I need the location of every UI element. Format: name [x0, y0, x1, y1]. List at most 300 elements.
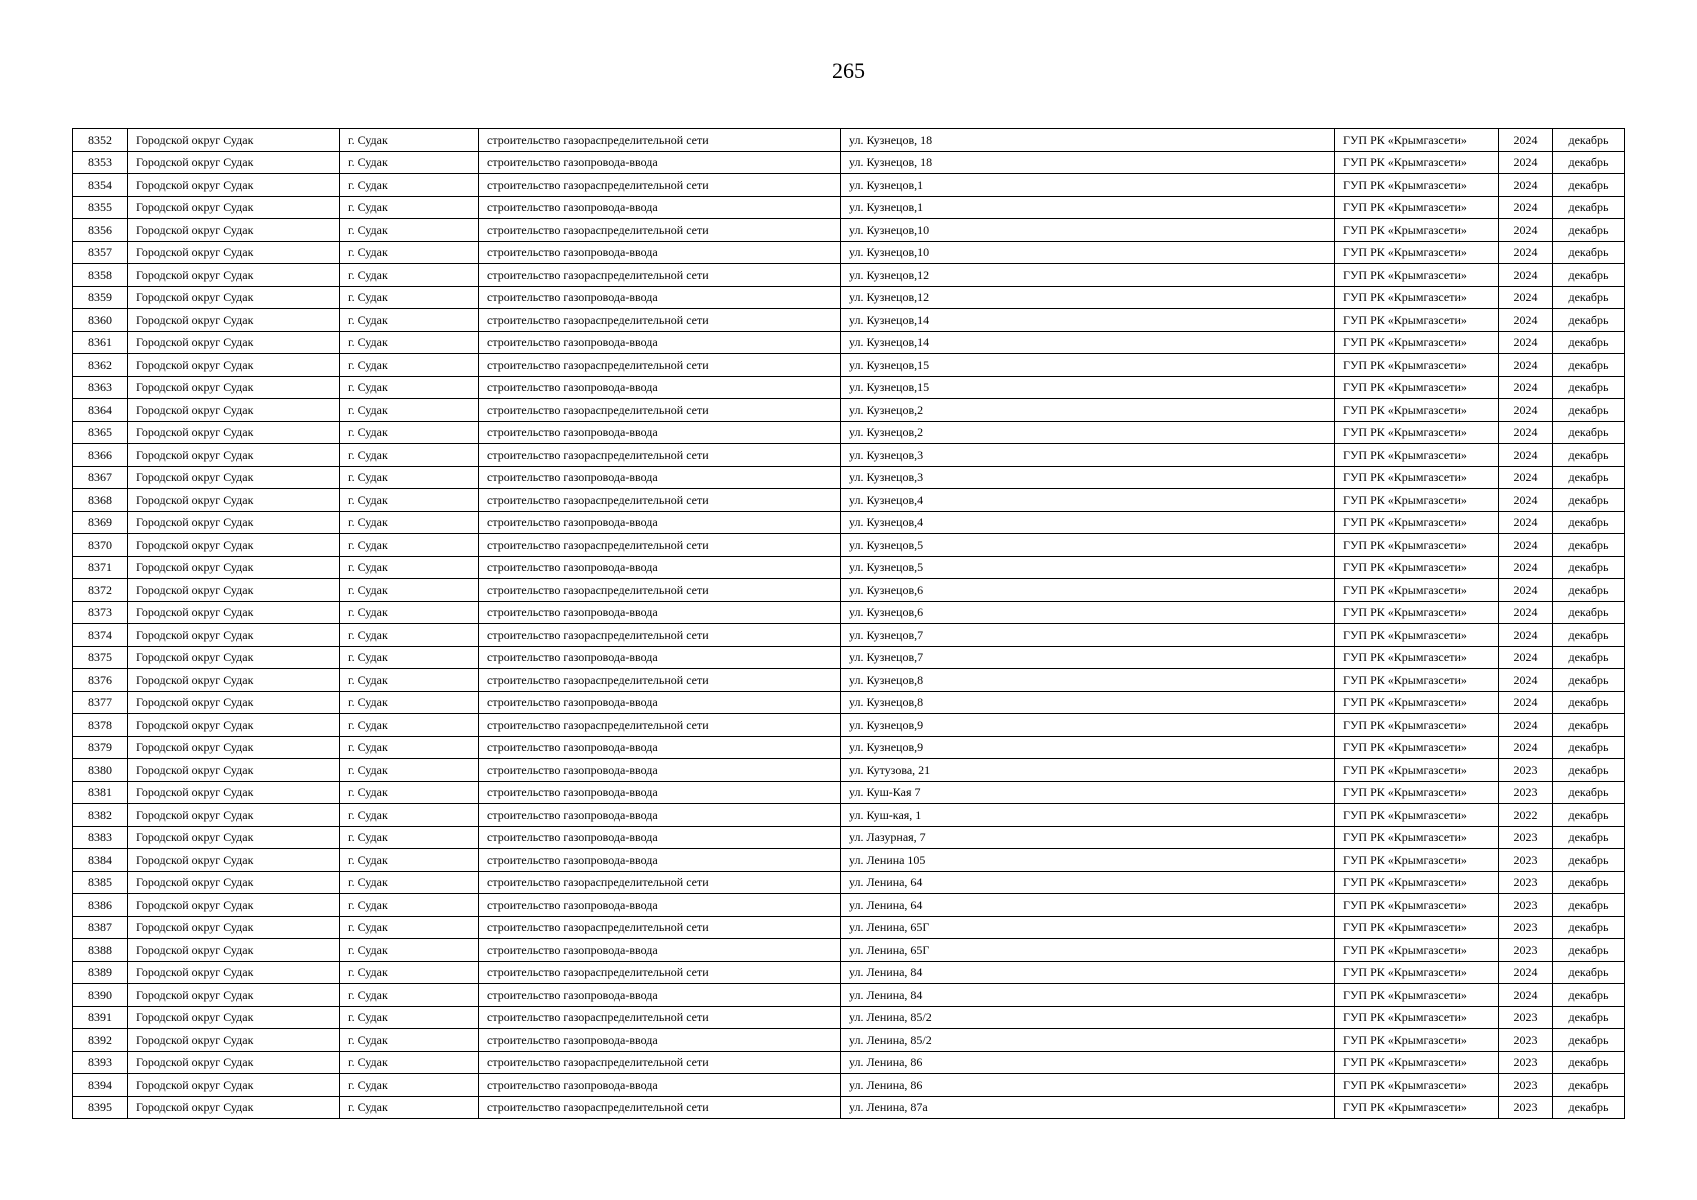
locality-cell: г. Судак	[340, 354, 479, 377]
organization-cell: ГУП РК «Крымгазсети»	[1335, 961, 1499, 984]
locality-cell: г. Судак	[340, 489, 479, 512]
month-cell: декабрь	[1553, 826, 1625, 849]
row-number-cell: 8391	[73, 1006, 128, 1029]
registry-table	[72, 128, 1625, 1119]
table-row	[73, 556, 1625, 579]
month-cell: декабрь	[1553, 669, 1625, 692]
locality-cell: г. Судак	[340, 196, 479, 219]
locality-cell: г. Судак	[340, 826, 479, 849]
locality-cell: г. Судак	[340, 1029, 479, 1052]
month-cell: декабрь	[1553, 241, 1625, 264]
row-number-cell: 8365	[73, 421, 128, 444]
row-number-cell: 8366	[73, 444, 128, 467]
row-number-cell: 8368	[73, 489, 128, 512]
organization-cell: ГУП РК «Крымгазсети»	[1335, 1074, 1499, 1097]
work-type-cell: строительство газораспределительной сети	[479, 219, 841, 242]
work-type-cell: строительство газопровода-ввода	[479, 286, 841, 309]
organization-cell: ГУП РК «Крымгазсети»	[1335, 624, 1499, 647]
locality-cell: г. Судак	[340, 264, 479, 287]
work-type-cell: строительство газопровода-ввода	[479, 736, 841, 759]
table-row	[73, 1074, 1625, 1097]
row-number-cell: 8390	[73, 984, 128, 1007]
month-cell: декабрь	[1553, 309, 1625, 332]
address-cell: ул. Лазурная, 7	[841, 826, 1335, 849]
organization-cell: ГУП РК «Крымгазсети»	[1335, 534, 1499, 557]
work-type-cell: строительство газораспределительной сети	[479, 309, 841, 332]
table-row	[73, 466, 1625, 489]
locality-cell: г. Судак	[340, 691, 479, 714]
organization-cell: ГУП РК «Крымгазсети»	[1335, 399, 1499, 422]
year-cell: 2024	[1499, 151, 1553, 174]
year-cell: 2024	[1499, 579, 1553, 602]
table-row	[73, 804, 1625, 827]
row-number-cell: 8383	[73, 826, 128, 849]
work-type-cell: строительство газораспределительной сети	[479, 1096, 841, 1119]
table-row	[73, 354, 1625, 377]
locality-cell: г. Судак	[340, 961, 479, 984]
year-cell: 2024	[1499, 286, 1553, 309]
year-cell: 2024	[1499, 421, 1553, 444]
locality-cell: г. Судак	[340, 534, 479, 557]
locality-cell: г. Судак	[340, 601, 479, 624]
row-number-cell: 8353	[73, 151, 128, 174]
year-cell: 2024	[1499, 309, 1553, 332]
locality-cell: г. Судак	[340, 646, 479, 669]
work-type-cell: строительство газораспределительной сети	[479, 354, 841, 377]
organization-cell: ГУП РК «Крымгазсети»	[1335, 894, 1499, 917]
organization-cell: ГУП РК «Крымгазсети»	[1335, 781, 1499, 804]
month-cell: декабрь	[1553, 624, 1625, 647]
table-row	[73, 399, 1625, 422]
table-row	[73, 984, 1625, 1007]
year-cell: 2024	[1499, 646, 1553, 669]
work-type-cell: строительство газопровода-ввода	[479, 556, 841, 579]
municipality-cell: Городской округ Судак	[128, 916, 340, 939]
locality-cell: г. Судак	[340, 669, 479, 692]
year-cell: 2024	[1499, 714, 1553, 737]
organization-cell: ГУП РК «Крымгазсети»	[1335, 309, 1499, 332]
month-cell: декабрь	[1553, 691, 1625, 714]
organization-cell: ГУП РК «Крымгазсети»	[1335, 669, 1499, 692]
year-cell: 2024	[1499, 331, 1553, 354]
month-cell: декабрь	[1553, 489, 1625, 512]
row-number-cell: 8379	[73, 736, 128, 759]
work-type-cell: строительство газопровода-ввода	[479, 849, 841, 872]
municipality-cell: Городской округ Судак	[128, 1096, 340, 1119]
month-cell: декабрь	[1553, 174, 1625, 197]
row-number-cell: 8387	[73, 916, 128, 939]
row-number-cell: 8375	[73, 646, 128, 669]
municipality-cell: Городской округ Судак	[128, 781, 340, 804]
organization-cell: ГУП РК «Крымгазсети»	[1335, 444, 1499, 467]
row-number-cell: 8358	[73, 264, 128, 287]
month-cell: декабрь	[1553, 601, 1625, 624]
month-cell: декабрь	[1553, 466, 1625, 489]
organization-cell: ГУП РК «Крымгазсети»	[1335, 871, 1499, 894]
organization-cell: ГУП РК «Крымгазсети»	[1335, 916, 1499, 939]
row-number-cell: 8354	[73, 174, 128, 197]
address-cell: ул. Кузнецов,4	[841, 489, 1335, 512]
locality-cell: г. Судак	[340, 804, 479, 827]
municipality-cell: Городской округ Судак	[128, 399, 340, 422]
address-cell: ул. Ленина, 86	[841, 1074, 1335, 1097]
organization-cell: ГУП РК «Крымгазсети»	[1335, 511, 1499, 534]
work-type-cell: строительство газопровода-ввода	[479, 1074, 841, 1097]
address-cell: ул. Кузнецов,2	[841, 421, 1335, 444]
month-cell: декабрь	[1553, 804, 1625, 827]
table-row	[73, 174, 1625, 197]
municipality-cell: Городской округ Судак	[128, 556, 340, 579]
locality-cell: г. Судак	[340, 736, 479, 759]
work-type-cell: строительство газопровода-ввода	[479, 984, 841, 1007]
work-type-cell: строительство газораспределительной сети	[479, 1006, 841, 1029]
locality-cell: г. Судак	[340, 1074, 479, 1097]
organization-cell: ГУП РК «Крымгазсети»	[1335, 174, 1499, 197]
address-cell: ул. Кузнецов,5	[841, 534, 1335, 557]
municipality-cell: Городской округ Судак	[128, 174, 340, 197]
table-row	[73, 939, 1625, 962]
locality-cell: г. Судак	[340, 894, 479, 917]
organization-cell: ГУП РК «Крымгазсети»	[1335, 1096, 1499, 1119]
address-cell: ул. Кузнецов,8	[841, 669, 1335, 692]
address-cell: ул. Кузнецов,10	[841, 241, 1335, 264]
table-row	[73, 826, 1625, 849]
row-number-cell: 8362	[73, 354, 128, 377]
month-cell: декабрь	[1553, 421, 1625, 444]
row-number-cell: 8355	[73, 196, 128, 219]
month-cell: декабрь	[1553, 849, 1625, 872]
locality-cell: г. Судак	[340, 309, 479, 332]
row-number-cell: 8359	[73, 286, 128, 309]
month-cell: декабрь	[1553, 939, 1625, 962]
work-type-cell: строительство газопровода-ввода	[479, 646, 841, 669]
municipality-cell: Городской округ Судак	[128, 241, 340, 264]
address-cell: ул. Куш-Кая 7	[841, 781, 1335, 804]
locality-cell: г. Судак	[340, 331, 479, 354]
row-number-cell: 8376	[73, 669, 128, 692]
organization-cell: ГУП РК «Крымгазсети»	[1335, 241, 1499, 264]
address-cell: ул. Кутузова, 21	[841, 759, 1335, 782]
organization-cell: ГУП РК «Крымгазсети»	[1335, 219, 1499, 242]
address-cell: ул. Кузнецов,15	[841, 376, 1335, 399]
year-cell: 2024	[1499, 241, 1553, 264]
address-cell: ул. Кузнецов,9	[841, 736, 1335, 759]
year-cell: 2023	[1499, 781, 1553, 804]
month-cell: декабрь	[1553, 151, 1625, 174]
organization-cell: ГУП РК «Крымгазсети»	[1335, 129, 1499, 152]
row-number-cell: 8392	[73, 1029, 128, 1052]
municipality-cell: Городской округ Судак	[128, 804, 340, 827]
work-type-cell: строительство газораспределительной сети	[479, 669, 841, 692]
row-number-cell: 8357	[73, 241, 128, 264]
table-row	[73, 264, 1625, 287]
municipality-cell: Городской округ Судак	[128, 826, 340, 849]
locality-cell: г. Судак	[340, 939, 479, 962]
table-row	[73, 961, 1625, 984]
locality-cell: г. Судак	[340, 219, 479, 242]
row-number-cell: 8352	[73, 129, 128, 152]
table-row	[73, 129, 1625, 152]
address-cell: ул. Кузнецов,8	[841, 691, 1335, 714]
year-cell: 2024	[1499, 691, 1553, 714]
work-type-cell: строительство газопровода-ввода	[479, 826, 841, 849]
address-cell: ул. Ленина, 65Г	[841, 939, 1335, 962]
address-cell: ул. Кузнецов,3	[841, 444, 1335, 467]
municipality-cell: Городской округ Судак	[128, 331, 340, 354]
municipality-cell: Городской округ Судак	[128, 624, 340, 647]
row-number-cell: 8360	[73, 309, 128, 332]
municipality-cell: Городской округ Судак	[128, 489, 340, 512]
table-row	[73, 1096, 1625, 1119]
organization-cell: ГУП РК «Крымгазсети»	[1335, 556, 1499, 579]
organization-cell: ГУП РК «Крымгазсети»	[1335, 331, 1499, 354]
table-row	[73, 601, 1625, 624]
locality-cell: г. Судак	[340, 376, 479, 399]
work-type-cell: строительство газораспределительной сети	[479, 871, 841, 894]
municipality-cell: Городской округ Судак	[128, 691, 340, 714]
month-cell: декабрь	[1553, 556, 1625, 579]
work-type-cell: строительство газопровода-ввода	[479, 894, 841, 917]
work-type-cell: строительство газораспределительной сети	[479, 174, 841, 197]
organization-cell: ГУП РК «Крымгазсети»	[1335, 466, 1499, 489]
table-row	[73, 196, 1625, 219]
row-number-cell: 8395	[73, 1096, 128, 1119]
municipality-cell: Городской округ Судак	[128, 849, 340, 872]
organization-cell: ГУП РК «Крымгазсети»	[1335, 354, 1499, 377]
municipality-cell: Городской округ Судак	[128, 196, 340, 219]
row-number-cell: 8384	[73, 849, 128, 872]
table-row	[73, 714, 1625, 737]
year-cell: 2024	[1499, 511, 1553, 534]
work-type-cell: строительство газопровода-ввода	[479, 939, 841, 962]
table-row	[73, 624, 1625, 647]
month-cell: декабрь	[1553, 984, 1625, 1007]
municipality-cell: Городской округ Судак	[128, 579, 340, 602]
year-cell: 2024	[1499, 984, 1553, 1007]
table-row	[73, 534, 1625, 557]
month-cell: декабрь	[1553, 399, 1625, 422]
month-cell: декабрь	[1553, 736, 1625, 759]
organization-cell: ГУП РК «Крымгазсети»	[1335, 151, 1499, 174]
year-cell: 2024	[1499, 669, 1553, 692]
row-number-cell: 8389	[73, 961, 128, 984]
organization-cell: ГУП РК «Крымгазсети»	[1335, 759, 1499, 782]
organization-cell: ГУП РК «Крымгазсети»	[1335, 646, 1499, 669]
work-type-cell: строительство газораспределительной сети	[479, 961, 841, 984]
address-cell: ул. Кузнецов,10	[841, 219, 1335, 242]
month-cell: декабрь	[1553, 1006, 1625, 1029]
work-type-cell: строительство газораспределительной сети	[479, 264, 841, 287]
work-type-cell: строительство газопровода-ввода	[479, 804, 841, 827]
year-cell: 2023	[1499, 1029, 1553, 1052]
organization-cell: ГУП РК «Крымгазсети»	[1335, 939, 1499, 962]
month-cell: декабрь	[1553, 894, 1625, 917]
work-type-cell: строительство газопровода-ввода	[479, 151, 841, 174]
row-number-cell: 8367	[73, 466, 128, 489]
month-cell: декабрь	[1553, 781, 1625, 804]
month-cell: декабрь	[1553, 534, 1625, 557]
year-cell: 2024	[1499, 174, 1553, 197]
year-cell: 2024	[1499, 196, 1553, 219]
year-cell: 2024	[1499, 601, 1553, 624]
address-cell: ул. Ленина, 84	[841, 984, 1335, 1007]
organization-cell: ГУП РК «Крымгазсети»	[1335, 1029, 1499, 1052]
locality-cell: г. Судак	[340, 759, 479, 782]
year-cell: 2024	[1499, 466, 1553, 489]
locality-cell: г. Судак	[340, 174, 479, 197]
municipality-cell: Городской округ Судак	[128, 1006, 340, 1029]
municipality-cell: Городской округ Судак	[128, 871, 340, 894]
table-row	[73, 489, 1625, 512]
table-row	[73, 669, 1625, 692]
month-cell: декабрь	[1553, 1096, 1625, 1119]
municipality-cell: Городской округ Судак	[128, 646, 340, 669]
address-cell: ул. Ленина 105	[841, 849, 1335, 872]
table-row	[73, 444, 1625, 467]
work-type-cell: строительство газораспределительной сети	[479, 444, 841, 467]
work-type-cell: строительство газораспределительной сети	[479, 1051, 841, 1074]
row-number-cell: 8371	[73, 556, 128, 579]
municipality-cell: Городской округ Судак	[128, 151, 340, 174]
month-cell: декабрь	[1553, 444, 1625, 467]
row-number-cell: 8372	[73, 579, 128, 602]
month-cell: декабрь	[1553, 1051, 1625, 1074]
year-cell: 2023	[1499, 849, 1553, 872]
year-cell: 2024	[1499, 129, 1553, 152]
address-cell: ул. Кузнецов,14	[841, 331, 1335, 354]
work-type-cell: строительство газопровода-ввода	[479, 466, 841, 489]
work-type-cell: строительство газораспределительной сети	[479, 489, 841, 512]
table-row	[73, 691, 1625, 714]
table-row	[73, 736, 1625, 759]
year-cell: 2023	[1499, 1074, 1553, 1097]
month-cell: декабрь	[1553, 129, 1625, 152]
address-cell: ул. Ленина, 64	[841, 894, 1335, 917]
organization-cell: ГУП РК «Крымгазсети»	[1335, 849, 1499, 872]
table-row	[73, 286, 1625, 309]
table-row	[73, 871, 1625, 894]
address-cell: ул. Куш-кая, 1	[841, 804, 1335, 827]
work-type-cell: строительство газопровода-ввода	[479, 241, 841, 264]
address-cell: ул. Кузнецов, 18	[841, 151, 1335, 174]
work-type-cell: строительство газораспределительной сети	[479, 916, 841, 939]
address-cell: ул. Ленина, 85/2	[841, 1029, 1335, 1052]
locality-cell: г. Судак	[340, 579, 479, 602]
locality-cell: г. Судак	[340, 151, 479, 174]
row-number-cell: 8364	[73, 399, 128, 422]
locality-cell: г. Судак	[340, 1096, 479, 1119]
year-cell: 2024	[1499, 376, 1553, 399]
table-row	[73, 1006, 1625, 1029]
registry-body	[73, 129, 1625, 1119]
locality-cell: г. Судак	[340, 916, 479, 939]
work-type-cell: строительство газораспределительной сети	[479, 129, 841, 152]
row-number-cell: 8385	[73, 871, 128, 894]
work-type-cell: строительство газопровода-ввода	[479, 1029, 841, 1052]
organization-cell: ГУП РК «Крымгазсети»	[1335, 714, 1499, 737]
municipality-cell: Городской округ Судак	[128, 511, 340, 534]
month-cell: декабрь	[1553, 1074, 1625, 1097]
municipality-cell: Городской округ Судак	[128, 1029, 340, 1052]
municipality-cell: Городской округ Судак	[128, 466, 340, 489]
organization-cell: ГУП РК «Крымгазсети»	[1335, 264, 1499, 287]
address-cell: ул. Кузнецов,3	[841, 466, 1335, 489]
municipality-cell: Городской округ Судак	[128, 444, 340, 467]
organization-cell: ГУП РК «Крымгазсети»	[1335, 286, 1499, 309]
municipality-cell: Городской округ Судак	[128, 894, 340, 917]
address-cell: ул. Кузнецов,5	[841, 556, 1335, 579]
table-row	[73, 579, 1625, 602]
address-cell: ул. Ленина, 65Г	[841, 916, 1335, 939]
month-cell: декабрь	[1553, 759, 1625, 782]
work-type-cell: строительство газопровода-ввода	[479, 376, 841, 399]
locality-cell: г. Судак	[340, 1006, 479, 1029]
municipality-cell: Городской округ Судак	[128, 669, 340, 692]
organization-cell: ГУП РК «Крымгазсети»	[1335, 489, 1499, 512]
municipality-cell: Городской округ Судак	[128, 286, 340, 309]
month-cell: декабрь	[1553, 714, 1625, 737]
row-number-cell: 8370	[73, 534, 128, 557]
municipality-cell: Городской округ Судак	[128, 376, 340, 399]
row-number-cell: 8381	[73, 781, 128, 804]
work-type-cell: строительство газопровода-ввода	[479, 691, 841, 714]
address-cell: ул. Кузнецов,12	[841, 264, 1335, 287]
row-number-cell: 8363	[73, 376, 128, 399]
row-number-cell: 8374	[73, 624, 128, 647]
locality-cell: г. Судак	[340, 781, 479, 804]
locality-cell: г. Судак	[340, 556, 479, 579]
municipality-cell: Городской округ Судак	[128, 534, 340, 557]
year-cell: 2024	[1499, 219, 1553, 242]
locality-cell: г. Судак	[340, 714, 479, 737]
row-number-cell: 8369	[73, 511, 128, 534]
year-cell: 2024	[1499, 624, 1553, 647]
month-cell: декабрь	[1553, 264, 1625, 287]
locality-cell: г. Судак	[340, 399, 479, 422]
row-number-cell: 8394	[73, 1074, 128, 1097]
year-cell: 2023	[1499, 826, 1553, 849]
address-cell: ул. Кузнецов,2	[841, 399, 1335, 422]
organization-cell: ГУП РК «Крымгазсети»	[1335, 984, 1499, 1007]
table-row	[73, 759, 1625, 782]
year-cell: 2023	[1499, 916, 1553, 939]
month-cell: декабрь	[1553, 579, 1625, 602]
address-cell: ул. Ленина, 87а	[841, 1096, 1335, 1119]
year-cell: 2024	[1499, 556, 1553, 579]
year-cell: 2023	[1499, 759, 1553, 782]
table-row	[73, 241, 1625, 264]
month-cell: декабрь	[1553, 511, 1625, 534]
table-row	[73, 151, 1625, 174]
locality-cell: г. Судак	[340, 871, 479, 894]
work-type-cell: строительство газораспределительной сети	[479, 579, 841, 602]
municipality-cell: Городской округ Судак	[128, 421, 340, 444]
month-cell: декабрь	[1553, 354, 1625, 377]
organization-cell: ГУП РК «Крымгазсети»	[1335, 1051, 1499, 1074]
row-number-cell: 8361	[73, 331, 128, 354]
municipality-cell: Городской округ Судак	[128, 759, 340, 782]
row-number-cell: 8388	[73, 939, 128, 962]
address-cell: ул. Кузнецов,6	[841, 601, 1335, 624]
municipality-cell: Городской округ Судак	[128, 714, 340, 737]
address-cell: ул. Кузнецов,15	[841, 354, 1335, 377]
locality-cell: г. Судак	[340, 421, 479, 444]
table-row	[73, 781, 1625, 804]
locality-cell: г. Судак	[340, 241, 479, 264]
organization-cell: ГУП РК «Крымгазсети»	[1335, 826, 1499, 849]
locality-cell: г. Судак	[340, 286, 479, 309]
municipality-cell: Городской округ Судак	[128, 219, 340, 242]
